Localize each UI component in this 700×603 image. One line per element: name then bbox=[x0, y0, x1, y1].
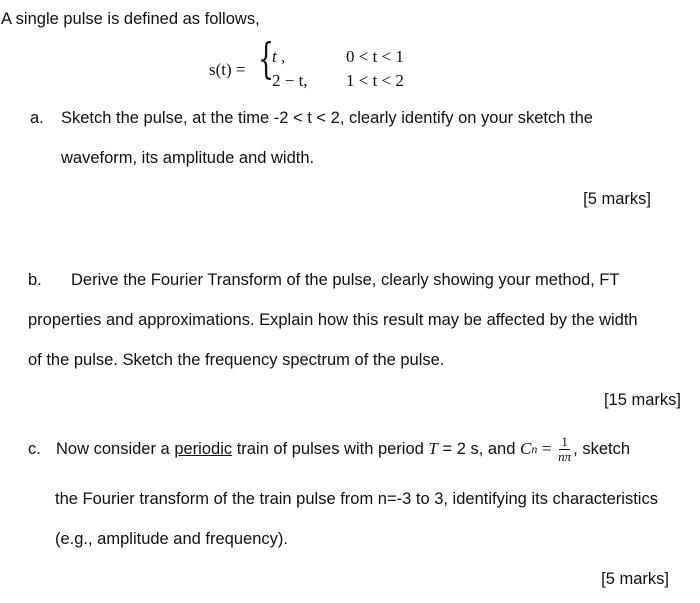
part-c-line-2: the Fourier transform of the train pulse from n=-3 to 3, identifying its characteristics bbox=[55, 490, 658, 508]
fraction-numerator: 1 bbox=[561, 433, 568, 449]
part-b-line-2: properties and approximations. Explain how this result may be affected by the width bbox=[28, 311, 638, 329]
period-variable: T bbox=[428, 439, 438, 458]
case2-condition: 1 < t < 2 bbox=[346, 71, 404, 90]
coefficient-equals: = bbox=[541, 439, 552, 458]
part-b-marks: [15 marks] bbox=[603, 391, 681, 409]
part-c-text-pre: Now consider a bbox=[56, 439, 170, 458]
part-c-line-3: (e.g., amplitude and frequency). bbox=[55, 530, 288, 548]
intro-text: A single pulse is defined as follows, bbox=[1, 10, 260, 28]
part-b-line-1: Derive the Fourier Transform of the pulse, clearly showing your method, FT bbox=[71, 271, 620, 289]
case1-condition: 0 < t < 1 bbox=[346, 47, 404, 66]
part-c-marker: c. bbox=[28, 440, 41, 458]
part-c-marks: [5 marks] bbox=[601, 570, 669, 588]
part-b-marker: b. bbox=[28, 271, 42, 289]
periodic-underlined: periodic bbox=[174, 439, 233, 458]
coefficient-variable: C bbox=[520, 439, 532, 458]
part-a-line-1: Sketch the pulse, at the time -2 < t < 2, clearly identify on your sketch the bbox=[61, 109, 593, 127]
case2-expression: 2 − t, bbox=[272, 71, 308, 90]
part-a-marks: [5 marks] bbox=[583, 190, 651, 208]
coefficient-subscript: n bbox=[531, 441, 538, 456]
equation-lhs: s(t) = bbox=[209, 60, 246, 79]
part-a-marker: a. bbox=[30, 109, 44, 127]
part-a-line-2: waveform, its amplitude and width. bbox=[61, 149, 315, 167]
period-equals: = 2 s, and bbox=[442, 439, 516, 458]
part-b-line-3: of the pulse. Sketch the frequency spectrum of the pulse. bbox=[28, 351, 445, 369]
coefficient-fraction bbox=[556, 435, 573, 463]
case1-expression: t , bbox=[272, 47, 286, 66]
fraction-denominator: nπ bbox=[558, 448, 572, 464]
part-c-text-post: , sketch bbox=[573, 439, 631, 458]
brace-symbol: { bbox=[258, 34, 275, 83]
part-c-line-1 bbox=[56, 430, 630, 468]
part-c-text-mid: train of pulses with period bbox=[236, 439, 424, 458]
